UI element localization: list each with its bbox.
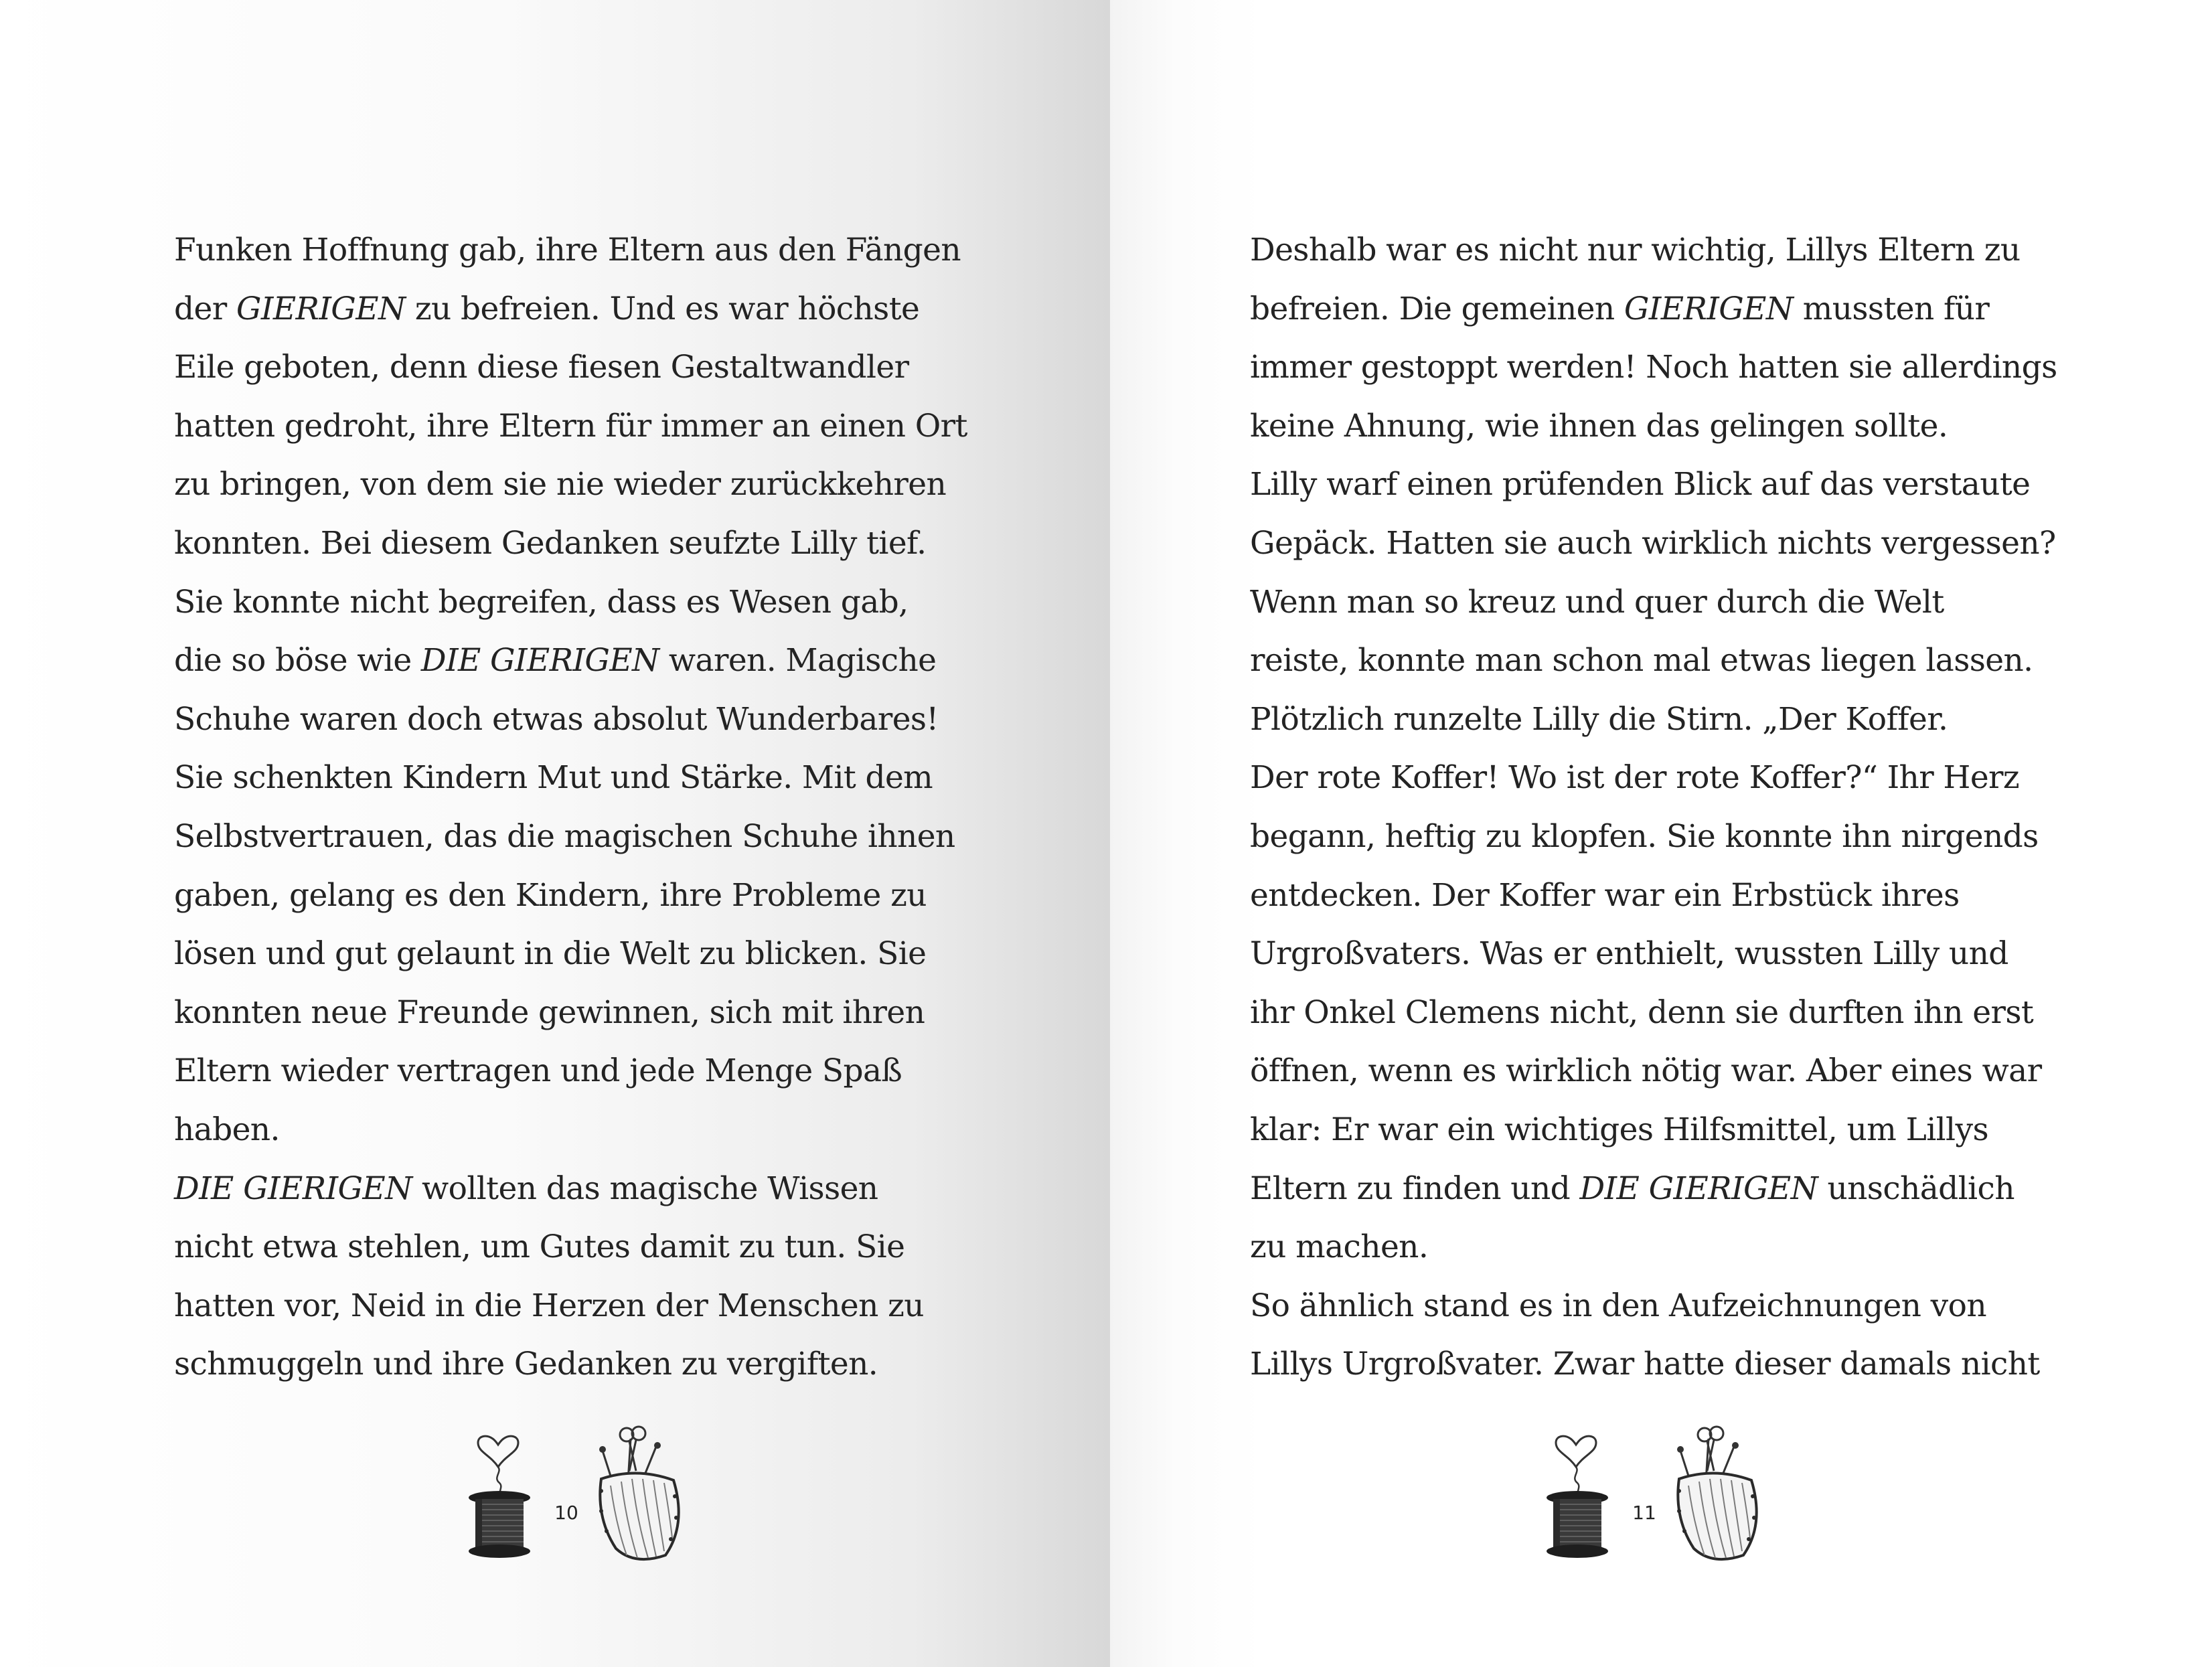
left-page-footer: [466, 1429, 707, 1563]
text-run: konnten. Bei diesem Gedanken seufzte Lilly tief.: [174, 524, 927, 562]
text-run: Urgroßvaters. Was er enthielt, wussten Lilly und: [1250, 935, 2008, 973]
text-run: Schuhe waren doch etwas absolut Wunderbares!: [174, 700, 939, 738]
text-line: [1250, 397, 2094, 456]
text-line: [174, 1042, 977, 1101]
text-run: nicht etwa stehlen, um Gutes damit zu tun. Sie: [174, 1228, 905, 1266]
text-line: [1250, 280, 2094, 339]
text-line: [174, 925, 977, 983]
italic-text: DIE GIERIGEN: [174, 1170, 412, 1207]
text-run: Plötzlich runzelte Lilly die Stirn. „Der Koffer.: [1250, 700, 1948, 738]
italic-text: DIE GIERIGEN: [1579, 1170, 1818, 1207]
text-line: [1250, 748, 2094, 807]
text-run: der: [174, 290, 236, 327]
text-run: Eltern wieder vertragen und jede Menge Spaß: [174, 1052, 902, 1090]
text-line: [174, 690, 977, 749]
text-run: klar: Er war ein wichtiges Hilfsmittel, um Lillys: [1250, 1111, 1988, 1148]
text-line: [174, 983, 977, 1042]
pincushion-scissors-icon: [1664, 1424, 1765, 1565]
text-line: [1250, 455, 2094, 514]
text-line: [1250, 1042, 2094, 1101]
text-line: [174, 1335, 977, 1394]
text-line: [174, 514, 977, 573]
text-line: [174, 1101, 977, 1160]
text-line: [174, 221, 977, 280]
text-line: [174, 1218, 977, 1277]
text-line: [1250, 1101, 2094, 1160]
text-line: [174, 573, 977, 632]
text-run: Lilly warf einen prüfenden Blick auf das verstaute: [1250, 466, 2031, 503]
text-line: [1250, 983, 2094, 1042]
text-line: [174, 280, 977, 339]
text-run: So ähnlich stand es in den Aufzeichnungen von: [1250, 1287, 1986, 1324]
text-run: lösen und gut gelaunt in die Welt zu blicken. Sie: [174, 935, 927, 973]
text-run: hatten vor, Neid in die Herzen der Menschen zu: [174, 1287, 924, 1324]
page-number: 10: [554, 1502, 578, 1524]
thread-spool-heart-icon: [1544, 1429, 1611, 1563]
text-line: [174, 397, 977, 456]
page-number: 11: [1632, 1502, 1656, 1524]
text-run: Wenn man so kreuz und quer durch die Welt: [1250, 583, 1944, 621]
text-line: [174, 1277, 977, 1336]
text-run: zu machen.: [1250, 1228, 1429, 1266]
text-line: [1250, 1277, 2094, 1336]
text-run: reiste, konnte man schon mal etwas liegen lassen.: [1250, 642, 2033, 680]
text-run: Selbstvertrauen, das die magischen Schuhe ihnen: [174, 817, 955, 855]
text-run: schmuggeln und ihre Gedanken zu vergiften.: [174, 1346, 878, 1383]
italic-text: GIERIGEN: [1624, 290, 1794, 327]
right-page-footer: [1544, 1429, 1785, 1563]
text-run: Gepäck. Hatten sie auch wirklich nichts vergessen?: [1250, 524, 2056, 562]
text-line: [1250, 866, 2094, 925]
text-run: öffnen, wenn es wirklich nötig war. Aber eines war: [1250, 1052, 2042, 1090]
text-run: keine Ahnung, wie ihnen das gelingen sollte.: [1250, 407, 1948, 445]
text-line: [1250, 514, 2094, 573]
text-run: Sie schenkten Kindern Mut und Stärke. Mit dem: [174, 759, 933, 797]
text-line: [1250, 925, 2094, 983]
text-run: wollten das magische Wissen: [412, 1170, 878, 1207]
pincushion-scissors-icon: [586, 1424, 687, 1565]
thread-spool-heart-icon: [466, 1429, 533, 1563]
text-line: [174, 338, 977, 397]
text-line: [1250, 1335, 2094, 1394]
text-run: die so böse wie: [174, 642, 421, 680]
text-line: [1250, 573, 2094, 632]
text-run: hatten gedroht, ihre Eltern für immer an einen Ort: [174, 407, 967, 445]
text-run: Eltern zu finden und: [1250, 1170, 1580, 1207]
text-line: [1250, 1218, 2094, 1277]
text-line: [1250, 338, 2094, 397]
text-line: [1250, 690, 2094, 749]
right-page-text: [1250, 221, 2094, 1394]
text-line: [174, 866, 977, 925]
text-run: begann, heftig zu klopfen. Sie konnte ihn nirgends: [1250, 817, 2039, 855]
text-run: mussten für: [1793, 290, 1990, 327]
text-run: befreien. Die gemeinen: [1250, 290, 1624, 327]
right-page: [1110, 0, 2212, 1667]
text-line: [174, 748, 977, 807]
text-run: zu befreien. Und es war höchste: [405, 290, 920, 327]
text-run: waren. Magische: [659, 642, 937, 680]
text-run: Der rote Koffer! Wo ist der rote Koffer?“ Ihr Herz: [1250, 759, 2020, 797]
text-run: Lillys Urgroßvater. Zwar hatte dieser damals nicht: [1250, 1346, 2040, 1383]
text-run: unschädlich: [1818, 1170, 2014, 1207]
text-line: [174, 1160, 977, 1218]
text-line: [1250, 1160, 2094, 1218]
text-run: Funken Hoffnung gab, ihre Eltern aus den Fängen: [174, 232, 961, 268]
text-run: Eile geboten, denn diese fiesen Gestaltwandler: [174, 349, 909, 386]
text-line: [174, 631, 977, 690]
text-line: [1250, 807, 2094, 866]
text-line: [174, 455, 977, 514]
italic-text: DIE GIERIGEN: [420, 642, 659, 680]
text-run: zu bringen, von dem sie nie wieder zurückkehren: [174, 466, 947, 503]
text-run: immer gestoppt werden! Noch hatten sie allerdings: [1250, 349, 2057, 386]
text-line: [1250, 221, 2094, 280]
left-page-text: [174, 221, 977, 1394]
text-run: entdecken. Der Koffer war ein Erbstück ihres: [1250, 876, 1960, 914]
text-run: haben.: [174, 1111, 280, 1148]
text-run: Sie konnte nicht begreifen, dass es Wesen gab,: [174, 583, 908, 621]
text-run: ihr Onkel Clemens nicht, denn sie durften ihn erst: [1250, 994, 2034, 1031]
text-line: [174, 807, 977, 866]
text-run: gaben, gelang es den Kindern, ihre Probleme zu: [174, 876, 927, 914]
text-line: [1250, 631, 2094, 690]
text-run: konnten neue Freunde gewinnen, sich mit ihren: [174, 994, 925, 1031]
italic-text: GIERIGEN: [236, 290, 406, 327]
text-run: Deshalb war es nicht nur wichtig, Lillys Eltern zu: [1250, 232, 2021, 268]
